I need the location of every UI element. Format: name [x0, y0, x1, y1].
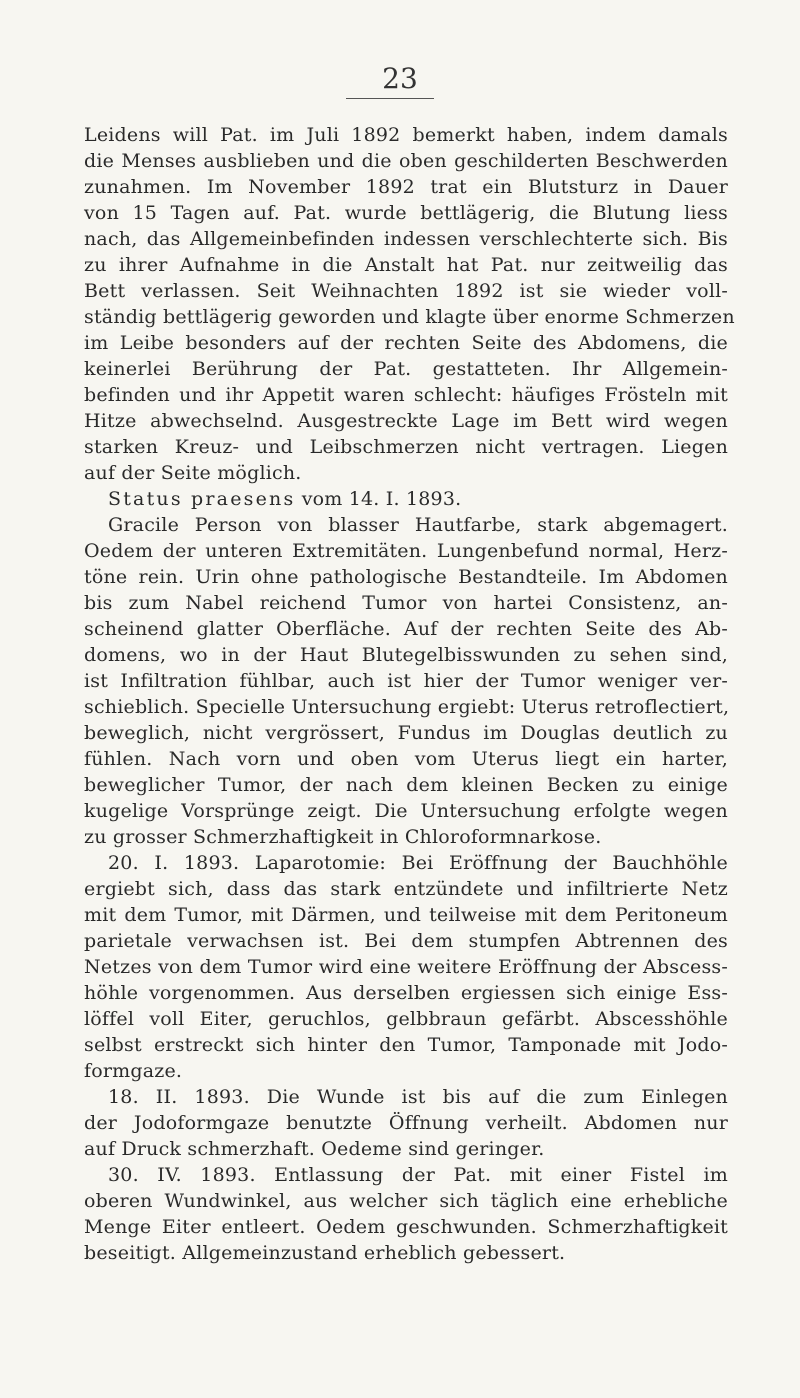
text-line: töne rein. Urin ohne pathologische Bestandteile. Im Abdomen [84, 566, 728, 588]
text-line: Menge Eiter entleert. Oedem geschwunden. Schmerzhaftigkeit [84, 1216, 728, 1238]
text-line: Hitze abwechselnd. Ausgestreckte Lage im Bett wird wegen [84, 410, 728, 432]
text-line: löffel voll Eiter, geruchlos, gelbbraun gefärbt. Abscesshöhle [84, 1008, 728, 1030]
text-line: Gracile Person von blasser Hautfarbe, stark abgemagert. [108, 514, 728, 536]
heading-date: vom 14. I. 1893. [295, 488, 462, 510]
text-line: scheinend glatter Oberfläche. Auf der rechten Seite des Ab- [84, 618, 728, 640]
text-line: oberen Wundwinkel, aus welcher sich täglich eine erhebliche [84, 1190, 728, 1212]
paragraph [84, 1084, 728, 1162]
text-line: Netzes von dem Tumor wird eine weitere Eröffnung der Abscess- [84, 956, 728, 978]
paragraph [84, 850, 728, 1084]
text-line: der Jodoformgaze benutzte Öffnung verheilt. Abdomen nur [84, 1112, 728, 1134]
text-line: 20. I. 1893. Laparotomie: Bei Eröffnung der Bauchhöhle [108, 852, 728, 874]
page-number-rule [346, 98, 434, 99]
text-line: selbst erstreckt sich hinter den Tumor, Tamponade mit Jodo- [84, 1034, 728, 1056]
text-line: 30. IV. 1893. Entlassung der Pat. mit einer Fistel im [108, 1164, 728, 1186]
body-text [84, 122, 735, 1266]
text-line: ständig bettlägerig geworden und klagte über enorme Schmerzen [84, 306, 735, 328]
text-line [84, 486, 728, 512]
text-line: zu grosser Schmerzhaftigkeit in Chloroformnarkose. [84, 826, 602, 848]
paragraph [84, 486, 728, 850]
text-line: formgaze. [84, 1060, 183, 1082]
text-line: höhle vorgenommen. Aus derselben ergiessen sich einige Ess- [84, 982, 728, 1004]
text-line: 18. II. 1893. Die Wunde ist bis auf die zum Einlegen [108, 1086, 728, 1108]
text-line: beseitigt. Allgemeinzustand erheblich gebessert. [84, 1242, 566, 1264]
text-line: die Menses ausblieben und die oben geschilderten Beschwerden [84, 150, 728, 172]
text-line: parietale verwachsen ist. Bei dem stumpfen Abtrennen des [84, 930, 728, 952]
text-line: domens, wo in der Haut Blutegelbisswunden zu sehen sind, [84, 644, 728, 666]
text-line: zunahmen. Im November 1892 trat ein Blutsturz in Dauer [84, 176, 728, 198]
text-line: Bett verlassen. Seit Weihnachten 1892 ist sie wieder voll- [84, 280, 728, 302]
text-line: beweglicher Tumor, der nach dem kleinen Becken zu einige [84, 774, 728, 796]
text-line: fühlen. Nach vorn und oben vom Uterus liegt ein harter, [84, 748, 728, 770]
text-line: bis zum Nabel reichend Tumor von hartei Consistenz, an- [84, 592, 728, 614]
text-line: auf Druck schmerzhaft. Oedeme sind geringer. [84, 1138, 545, 1160]
text-line: schieblich. Specielle Untersuchung ergiebt: Uterus retroflectiert, [84, 696, 730, 718]
text-line: starken Kreuz- und Leibschmerzen nicht vertragen. Liegen [84, 436, 728, 458]
text-line: nach, das Allgemeinbefinden indessen verschlechterte sich. Bis [84, 228, 728, 250]
text-line: mit dem Tumor, mit Därmen, und teilweise mit dem Peritoneum [84, 904, 728, 926]
text-line: beweglich, nicht vergrössert, Fundus im Douglas deutlich zu [84, 722, 728, 744]
text-line: auf der Seite möglich. [84, 462, 302, 484]
section-heading: Status praesens [108, 488, 296, 510]
text-line: zu ihrer Aufnahme in die Anstalt hat Pat. nur zeitweilig das [84, 254, 728, 276]
text-line: ist Infiltration fühlbar, auch ist hier der Tumor weniger ver- [84, 670, 728, 692]
text-line: keinerlei Berührung der Pat. gestatteten. Ihr Allgemein- [84, 358, 728, 380]
paragraph [84, 122, 735, 486]
paragraph [84, 1162, 728, 1266]
text-line: ergiebt sich, dass das stark entzündete und infiltrierte Netz [84, 878, 728, 900]
text-line: im Leibe besonders auf der rechten Seite des Abdomens, die [84, 332, 728, 354]
text-line: kugelige Vorsprünge zeigt. Die Untersuchung erfolgte wegen [84, 800, 728, 822]
text-line: von 15 Tagen auf. Pat. wurde bettlägerig, die Blutung liess [84, 202, 728, 224]
text-line: befinden und ihr Appetit waren schlecht: häufiges Frösteln mit [84, 384, 728, 406]
page-number: 23 [382, 62, 418, 95]
text-line: Leidens will Pat. im Juli 1892 bemerkt haben, indem damals [84, 124, 728, 146]
text-line: Oedem der unteren Extremitäten. Lungenbefund normal, Herz- [84, 540, 728, 562]
